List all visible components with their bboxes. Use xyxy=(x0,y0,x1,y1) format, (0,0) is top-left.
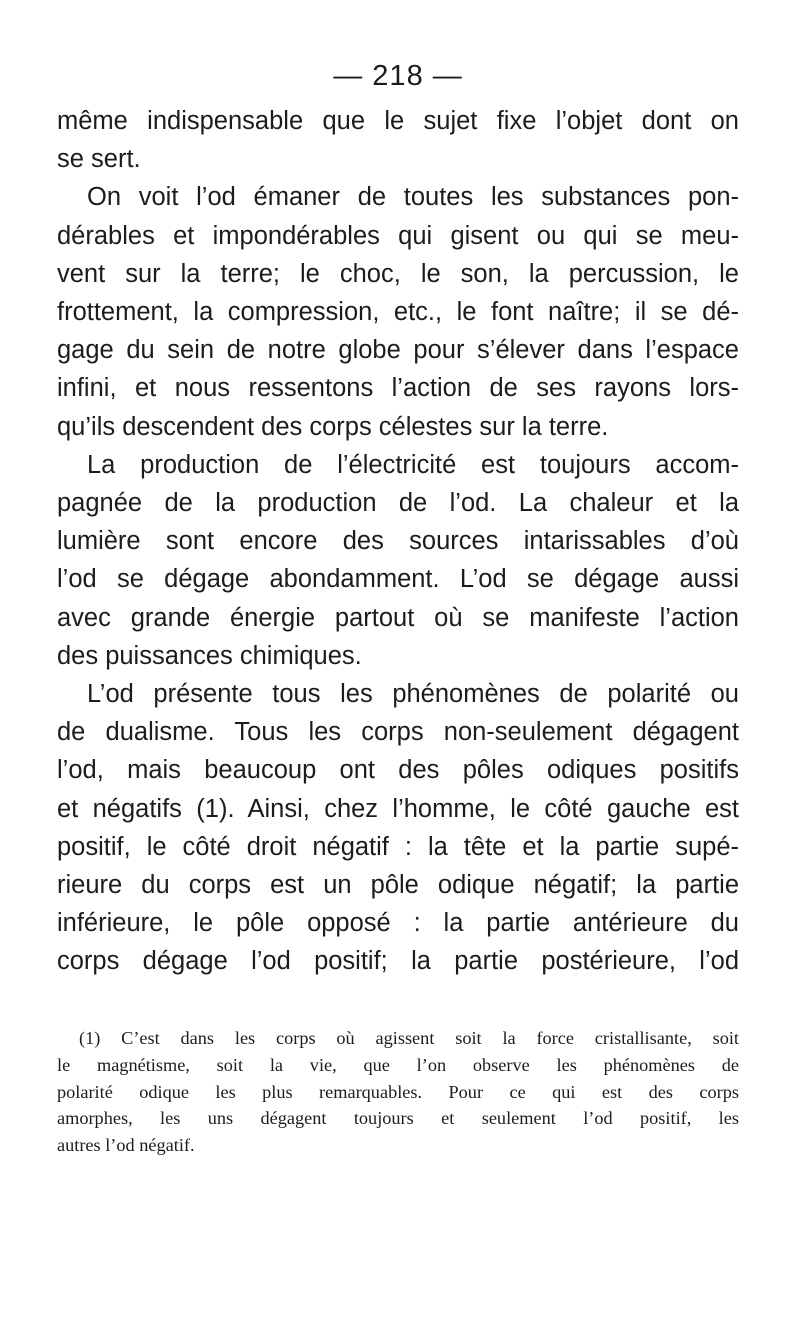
text-line: infini, et nous ressentons l’action de ses rayons lors- xyxy=(57,374,739,403)
text-line: l’od se dégage abondamment. L’od se dégage aussi xyxy=(57,565,739,594)
text-line: avec grande énergie partout où se manifeste l’action xyxy=(57,603,739,632)
text-line: inférieure, le pôle opposé : la partie antérieure du xyxy=(57,909,739,938)
footnote-line: polarité odique les plus remarquables. Pour ce qui est des corps xyxy=(57,1081,739,1102)
text-line: gage du sein de notre globe pour s’élever dans l’espace xyxy=(57,336,739,365)
footnote-line: le magnétisme, soit la vie, que l’on observe les phénomènes de xyxy=(57,1054,739,1075)
text-line: frottement, la compression, etc., le font naître; il se dé- xyxy=(57,298,739,327)
text-line: lumière sont encore des sources intarissables d’où xyxy=(57,527,739,556)
footnote-line: (1) C’est dans les corps où agissent soit la force cristallisante, soit xyxy=(79,1028,739,1048)
footnote-line: amorphes, les uns dégagent toujours et seulement l’od positif, les xyxy=(57,1108,739,1129)
page-content xyxy=(57,56,739,981)
text-line: de dualisme. Tous les corps non-seulement dégagent xyxy=(57,718,739,747)
text-line: On voit l’od émaner de toutes les substances pon- xyxy=(87,183,739,212)
text-line: corps dégage l’od positif; la partie postérieure, l’od xyxy=(57,947,739,976)
main-text xyxy=(57,102,739,981)
text-line: même indispensable que le sujet fixe l’objet dont on xyxy=(57,107,739,135)
text-line: dérables et impondérables qui gisent ou qui se meu- xyxy=(57,221,739,250)
text-line: se sert. xyxy=(57,145,141,174)
text-line: et négatifs (1). Ainsi, chez l’homme, le côté gauche est xyxy=(57,794,739,823)
text-line: qu’ils descendent des corps célestes sur la terre. xyxy=(57,412,609,441)
text-line: l’od, mais beaucoup ont des pôles odiques positifs xyxy=(57,756,739,785)
page-number: — 218 — xyxy=(333,60,463,92)
text-line: L’od présente tous les phénomènes de polarité ou xyxy=(87,680,739,709)
text-line: pagnée de la production de l’od. La chaleur et la xyxy=(57,489,739,518)
footnote-line: autres l’od négatif. xyxy=(57,1135,195,1156)
footnote xyxy=(57,1025,739,1159)
text-line: rieure du corps est un pôle odique négatif; la partie xyxy=(57,871,739,900)
text-line: vent sur la terre; le choc, le son, la percussion, le xyxy=(57,259,739,288)
text-line: positif, le côté droit négatif : la tête et la partie supé- xyxy=(57,832,739,861)
text-line: des puissances chimiques. xyxy=(57,641,362,670)
text-line: La production de l’électricité est toujours accom- xyxy=(87,450,739,479)
